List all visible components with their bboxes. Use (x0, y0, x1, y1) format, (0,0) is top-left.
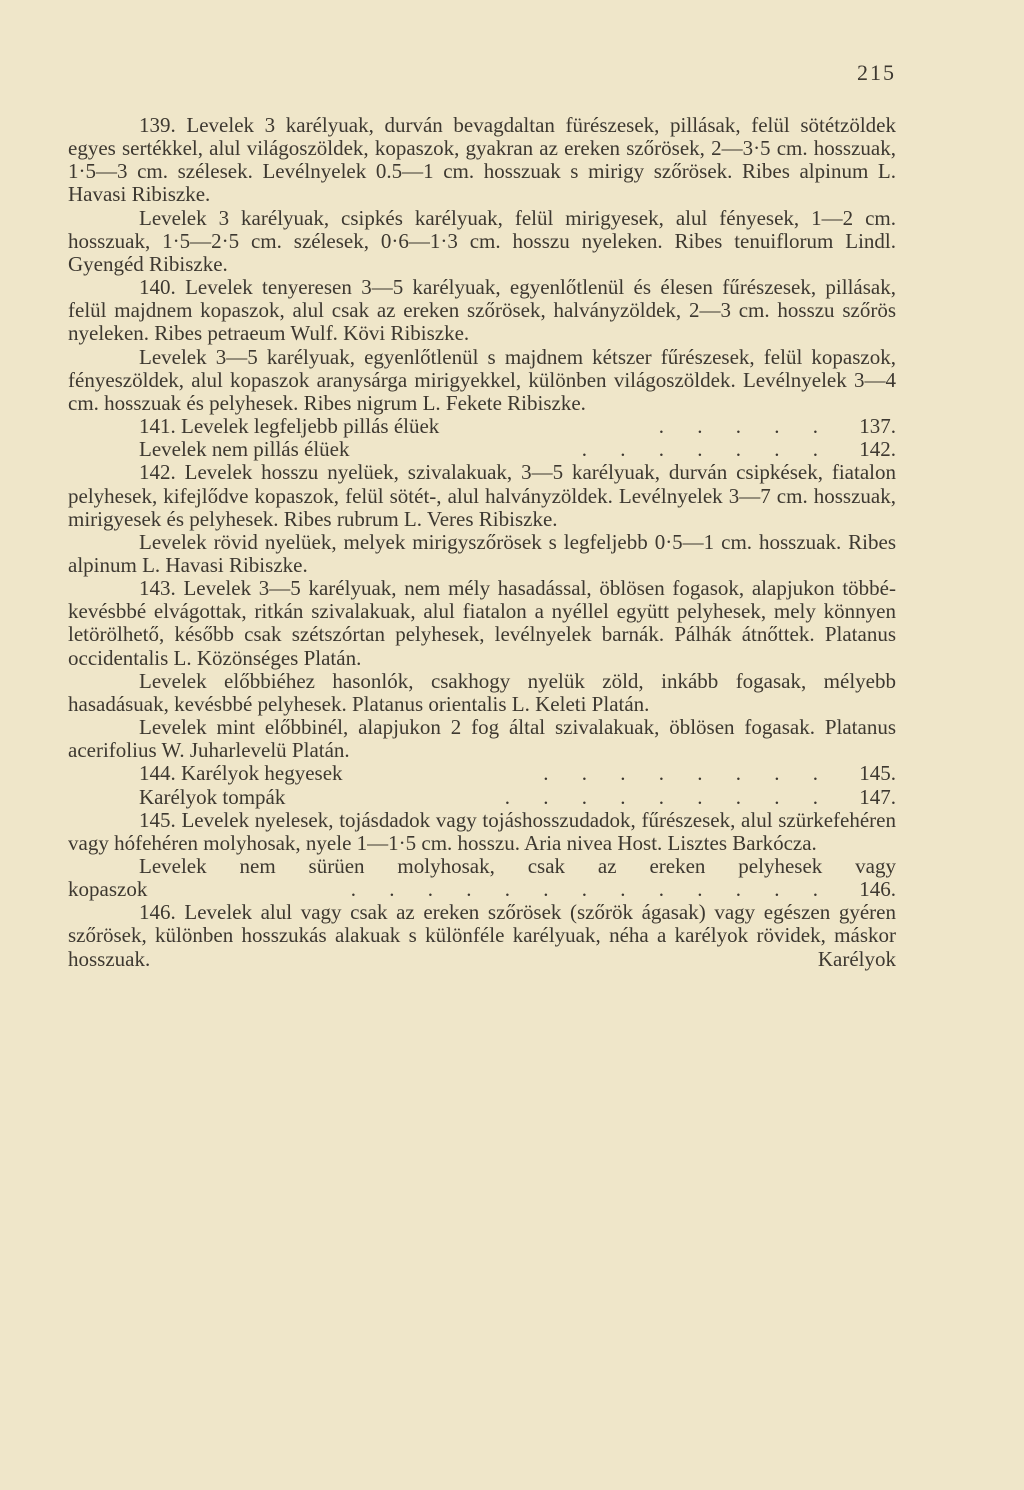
key-reference: 137. (859, 414, 896, 439)
paragraph: 142. Levelek hosszu nyelüek, szivalakuak, 3—5 karélyuak, durván csipkések, fiatalon pelyhesek, kifejlődve kopaszok, felül sötét-, alul halványzöldek. Levélnyelek 3—7 cm. hosszuak, mirigyesek és pelyhesek. Ribes rubrum L. Veres Ribiszke. (68, 460, 896, 531)
paragraph: Levelek 3 karélyuak, csipkés karélyuak, felül mirigyesek, alul fényesek, 1—2 cm. hosszuak, 1·5—2·5 cm. szélesek, 0·6—1·3 cm. hosszu nyeleken. Ribes tenuiflorum Lindl. Gyengéd Ribiszke. (68, 205, 896, 276)
leader-dots: . . . . . . . . . (504, 784, 832, 809)
leader-dots: . . . . . . . . . . . . . (350, 877, 832, 902)
paragraph: 140. Levelek tenyeresen 3—5 karélyuak, egyenlőtlenül és élesen fűrészesek, pillásak, felül majdnem kopaszok, alul csak az ereken szőrösek, halványzöldek, 2—3 cm. hosszu szőrös nyeleken. Ribes petraeum Wulf. Kövi Ribiszke. (68, 275, 896, 346)
paragraph: Levelek mint előbbinél, alapjukon 2 fog által szivalakuak, öblösen fogasak. Platanus acerifolius W. Juharlevelü Platán. (68, 715, 896, 763)
key-line (68, 786, 896, 809)
key-reference: 147. (859, 784, 896, 809)
paragraph: 146. Levelek alul vagy csak az ereken szőrösek (szőrök ágasak) vagy egészen gyéren szőrösek, különben hosszukás alakuak s különféle karélyuak, néha a karélyok rövidek, máskor hosszuak. Karélyok (68, 900, 896, 971)
leader-dots: . . . . . . . . (543, 761, 832, 786)
body-text (68, 114, 896, 971)
key-line (68, 762, 896, 785)
leader-dots: . . . . . (658, 414, 832, 439)
page-number: 215 (857, 60, 896, 85)
leader-dots: . . . . . . . (581, 437, 832, 462)
paragraph: 145. Levelek nyelesek, tojásdadok vagy tojáshosszudadok, fűrészesek, alul szürkefehéren vagy hófehéren molyhosak, nyele 1—1·5 cm. hosszu. Aria nivea Host. Lisztes Barkócza. (68, 807, 896, 855)
key-label: 144. Karélyok hegyesek (139, 761, 343, 786)
paragraph: 139. Levelek 3 karélyuak, durván bevagdaltan fürészesek, pillásak, felül sötétzöldek egyes sertékkel, alul világoszöldek, kopaszok, gyakran az ereken szőrösek, 2—3·5 cm. hosszuak, 1·5—3 cm. szélesek. Levélnyelek 0.5—1 cm. hosszuak s mirigy szőrösek. Ribes alpinum L. Havasi Ribiszke. (68, 113, 896, 207)
key-label: Levelek nem pillás élüek (139, 437, 350, 462)
key-line (68, 415, 896, 438)
paragraph: Levelek 3—5 karélyuak, egyenlőtlenül s majdnem kétszer fűrészesek, felül kopaszok, fényeszöldek, alul kopaszok aranysárga mirigyekkel, különben világoszöldek. Levélnyelek 3—4 cm. hosszuak és pelyhesek. Ribes nigrum L. Fekete Ribiszke. (68, 344, 896, 415)
paragraph: 143. Levelek 3—5 karélyuak, nem mély hasadással, öblösen fogasok, alapjukon többé-kevésbbé elvágottak, ritkán szivalakuak, alul fiatalon a nyéllel együtt pelyhesek, mely könnyen letörölhető, később csak szétszórtan pelyhesek, levélnyelek barnák. Pálhák átnőttek. Platanus occidentalis L. Közönséges Platán. (68, 576, 896, 670)
key-line (68, 438, 896, 461)
key-reference: 142. (859, 437, 896, 462)
key-reference: 145. (859, 761, 896, 786)
key-label: kopaszok (68, 877, 148, 902)
paragraph: Levelek nem sürüen molyhosak, csak az ereken pelyhesek vagy (139, 854, 896, 878)
paragraph: Levelek rövid nyelüek, melyek mirigyszőrösek s legfeljebb 0·5—1 cm. hosszuak. Ribes alpinum L. Havasi Ribiszke. (68, 529, 896, 577)
key-reference: 146. (859, 877, 896, 902)
key-line (68, 878, 896, 901)
key-label: 141. Levelek legfeljebb pillás élüek (139, 414, 440, 439)
key-label: Karélyok tompák (139, 784, 286, 809)
paragraph: Levelek előbbiéhez hasonlók, csakhogy nyelük zöld, inkább fogasak, mélyebb hasadásuak, kevésbbé pelyhesek. Platanus orientalis L. Keleti Platán. (68, 668, 896, 716)
